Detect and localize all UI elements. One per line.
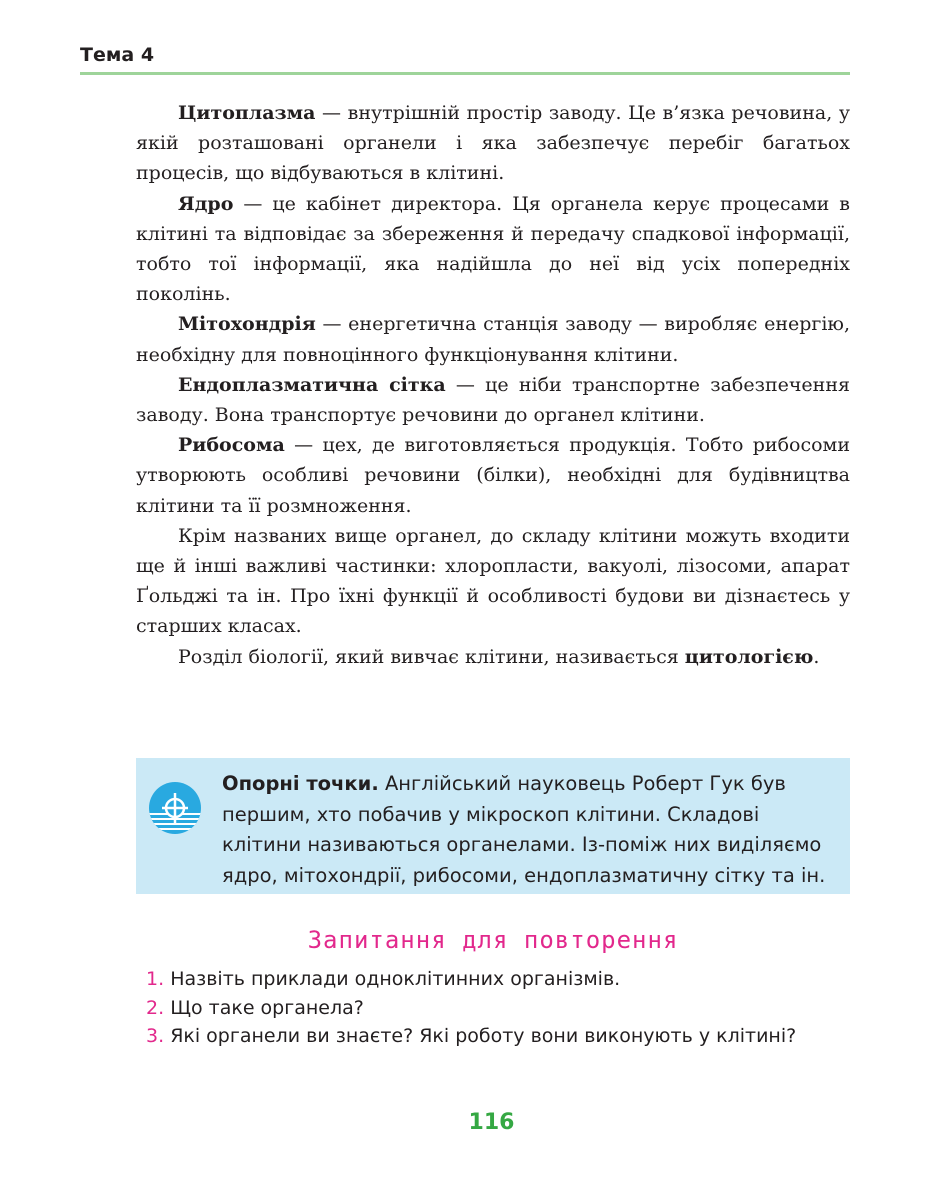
term-mitochondrion: Мітохондрія [178, 313, 316, 336]
page-number: 116 [468, 1110, 515, 1135]
term-ribosome: Рибосома [178, 434, 285, 457]
term-cytoplasm: Цитоплазма [178, 102, 316, 124]
question-number: 2. [146, 996, 165, 1019]
paragraph-er [136, 370, 850, 430]
question-number: 3. [146, 1025, 165, 1047]
target-icon [148, 781, 202, 835]
question-number: 1. [146, 968, 165, 990]
paragraph-text: — це ніби транспортне забезпечення заводу. Вона транспортує речовини до органел клітини. [136, 373, 850, 427]
paragraph-text: Розділ біології, який вивчає клітини, називається [178, 645, 685, 668]
paragraph-text: — цех, де виготовляється продукція. Тобто рибосоми утворюють особливі речовини (білки), необхідні для будівництва клітини та її розмноження. [136, 434, 850, 517]
question-text: Що таке органела? [170, 996, 364, 1019]
questions-list [146, 965, 846, 1051]
paragraph-text: — енергетична станція заводу — виробляє енергію, необхідну для повноцінного функціонування клітини. [136, 313, 850, 366]
paragraph-text: Крім названих вище органел, до складу клітини можуть входити ще й інші важливі частинки: хлоропласти, вакуолі, лізосоми, апарат Ґольджі та ін. Про їхні функції й особливості будови ви дізнаєтесь у старших класах. [136, 524, 850, 638]
key-points-body: Англійський науковець Роберт Гук був першим, хто побачив у мікроскоп клітини. Складові клітини називаються органелами. Із-поміж них виділяємо ядро, мітохондрії, рибосоми, ендоплазматичну сітку та ін. [222, 772, 826, 887]
term-nucleus: Ядро [178, 192, 234, 215]
paragraph-cytology [136, 642, 850, 672]
question-text: Назвіть приклади одноклітинних організмів. [170, 968, 621, 990]
paragraph-text: — внутрішній простір заводу. Це в’язка речовина, у якій розташовані органели і яка забезпечує перебіг багатьох процесів, що відбуваються в клітині. [136, 102, 850, 185]
paragraph-other-organelles [136, 521, 850, 642]
paragraph-text: — це кабінет директора. Ця органела керує процесами в клітині та відповідає за збереження й передачу спадкової інформації, тобто тої інформації, яка надійшла до неї від усіх попередніх поколінь. [136, 192, 850, 306]
key-points-text [222, 769, 834, 891]
paragraph-mitochondrion [136, 309, 850, 369]
topic-header: Тема 4 [80, 44, 155, 66]
paragraph-cytoplasm [136, 98, 850, 189]
term-cytology: цитологією [684, 645, 814, 668]
key-points-title: Опорні точки. [222, 772, 379, 795]
list-item [146, 994, 846, 1023]
list-item [146, 965, 846, 994]
key-points-box [136, 758, 850, 894]
question-text: Які органели ви знаєте? Які роботу вони виконують у клітині? [170, 1025, 797, 1047]
paragraph-ribosome [136, 430, 850, 521]
body-text [136, 98, 850, 672]
questions-heading: Запитання для повторення [307, 926, 679, 954]
paragraph-end: . [813, 645, 820, 668]
term-er: Ендоплазматична сітка [178, 373, 446, 396]
paragraph-nucleus [136, 189, 850, 310]
list-item [146, 1022, 846, 1051]
header-divider [80, 72, 850, 75]
